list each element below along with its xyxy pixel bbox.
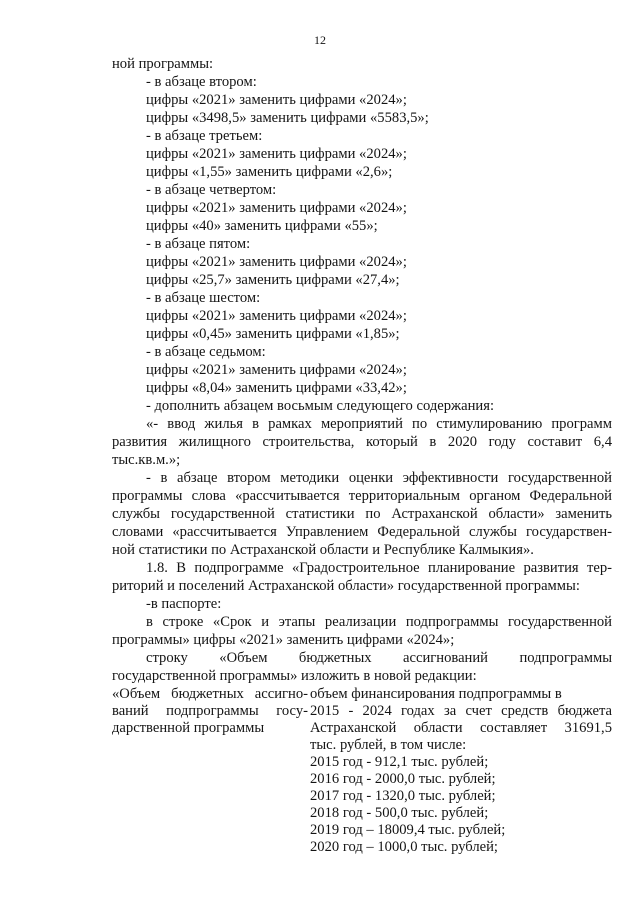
text-line: цифры «2021» заменить цифрами «2024»; (146, 308, 407, 324)
table-cell-line: дарственной программы (112, 720, 265, 736)
text-line: - в абзаце втором: (146, 74, 257, 90)
paragraph-line: словами «рассчитывается Управлением Федеральной службы государствен- (112, 524, 612, 540)
table-cell-line: 2016 год - 2000,0 тыс. рублей; (310, 771, 496, 787)
table-cell-line: объем финансирования подпрограммы в (310, 686, 562, 702)
text-line: цифры «1,55» заменить цифрами «2,6»; (146, 164, 393, 180)
text-line: - в абзаце четвертом: (146, 182, 277, 198)
table-cell-line: «Объем бюджетных ассигно- (112, 686, 308, 702)
text-line: - в абзаце седьмом: (146, 344, 266, 360)
text-line: цифры «2021» заменить цифрами «2024»; (146, 92, 407, 108)
paragraph-line: риторий и поселений Астраханской области» государственной программы: (112, 578, 580, 594)
paragraph-line: государственной программы» изложить в новой редакции: (112, 668, 477, 684)
text-line: - в абзаце шестом: (146, 290, 261, 306)
text-line: - дополнить абзацем восьмым следующего содержания: (146, 398, 495, 414)
paragraph-line: программы слова «рассчитывается территориальным органом Федеральной (112, 488, 612, 504)
paragraph-line: 1.8. В подпрограмме «Градостроительное планирование развития тер- (146, 560, 612, 576)
text-line: цифры «0,45» заменить цифрами «1,85»; (146, 326, 400, 342)
text-line: - в абзаце пятом: (146, 236, 251, 252)
paragraph-line: программы» цифры «2021» заменить цифрами «2024»; (112, 632, 455, 648)
table-left-column (112, 686, 308, 737)
text-line: цифры «2021» заменить цифрами «2024»; (146, 200, 407, 216)
table-cell-line: 2020 год – 1000,0 тыс. рублей; (310, 839, 498, 855)
paragraph-line: ной статистики по Астраханской области и Республике Калмыкия». (112, 542, 534, 558)
table-right-column (310, 686, 612, 856)
text-line: цифры «2021» заменить цифрами «2024»; (146, 146, 407, 162)
table-cell-line: 2019 год – 18009,4 тыс. рублей; (310, 822, 506, 838)
text-line: цифры «40» заменить цифрами «55»; (146, 218, 378, 234)
paragraph-line: «- ввод жилья в рамках мероприятий по стимулированию программ (146, 416, 612, 432)
passport-heading: -в паспорте: (146, 596, 222, 612)
text-line: цифры «2021» заменить цифрами «2024»; (146, 362, 407, 378)
paragraph-line: тыс.кв.м.»; (112, 452, 181, 468)
text-line: цифры «8,04» заменить цифрами «33,42»; (146, 380, 407, 396)
text-line: цифры «2021» заменить цифрами «2024»; (146, 254, 407, 270)
text-line: цифры «25,7» заменить цифрами «27,4»; (146, 272, 400, 288)
text-line: цифры «3498,5» заменить цифрами «5583,5»; (146, 110, 429, 126)
paragraph-line: развития жилищного строительства, который в 2020 году составит 6,4 (112, 434, 612, 450)
text-line: ной программы: (112, 56, 214, 72)
paragraph-line: в строке «Срок и этапы реализации подпрограммы государственной (146, 614, 612, 630)
paragraph-line: - в абзаце втором методики оценки эффективности государственной (146, 470, 612, 486)
table-cell-line: 2017 год - 1320,0 тыс. рублей; (310, 788, 496, 804)
table-cell-line: Астраханской области составляет 31691,5 (310, 720, 612, 736)
table-cell-line: 2015 - 2024 годах за счет средств бюджета (310, 703, 612, 719)
text-line: - в абзаце третьем: (146, 128, 263, 144)
table-cell-line: тыс. рублей, в том числе: (310, 737, 467, 753)
table-cell-line: 2015 год - 912,1 тыс. рублей; (310, 754, 489, 770)
page-number: 12 (314, 33, 326, 47)
table-cell-line: 2018 год - 500,0 тыс. рублей; (310, 805, 489, 821)
paragraph-line: службы государственной статистики по Астраханской области» заменить (112, 506, 612, 522)
paragraph-line: строку «Объем бюджетных ассигнований подпрограммы (146, 650, 612, 666)
table-cell-line: ваний подпрограммы госу- (112, 703, 308, 719)
